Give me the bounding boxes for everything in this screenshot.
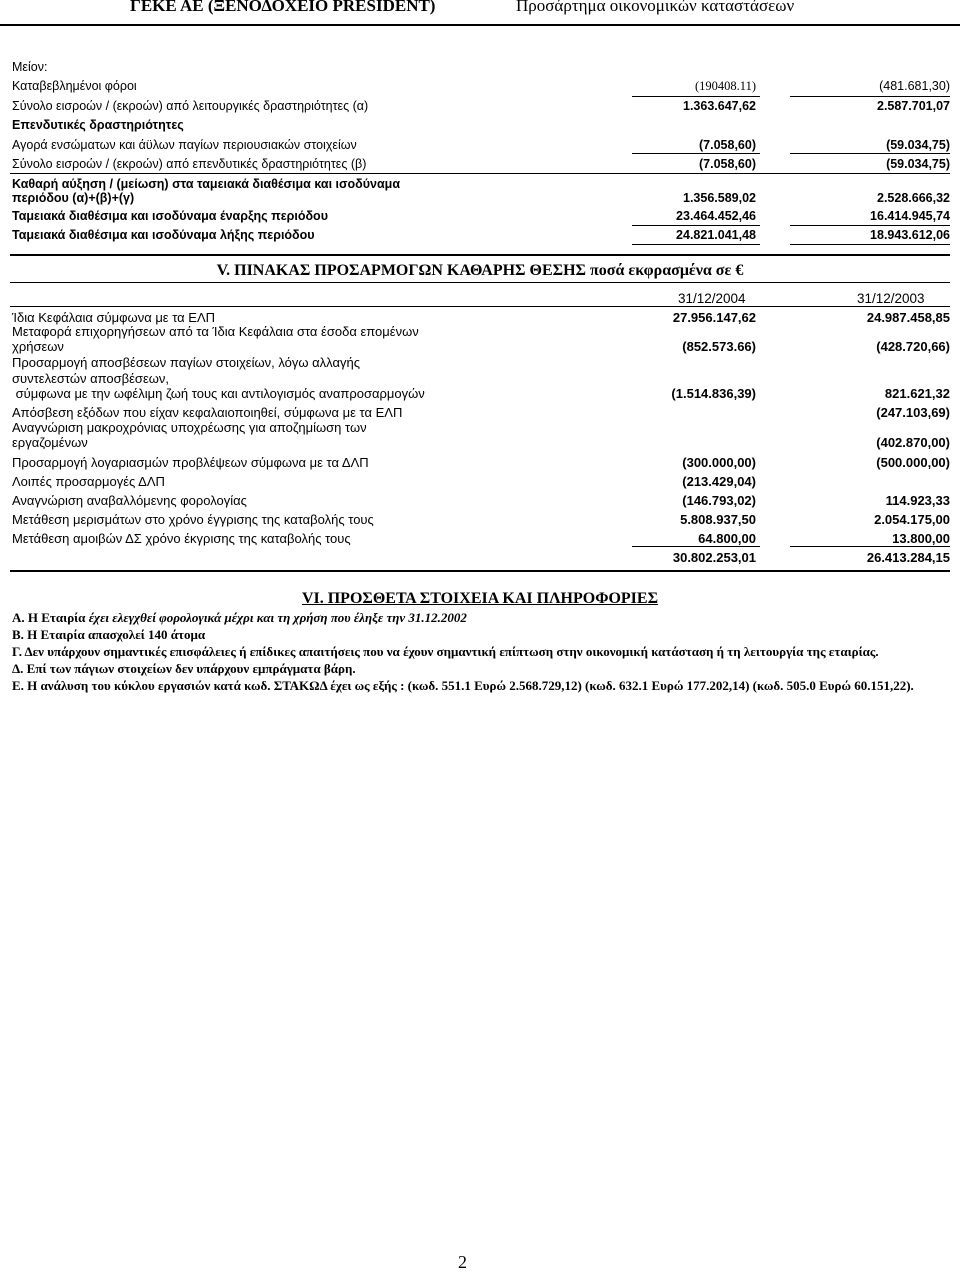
value-2004: (852.573.66) (682, 339, 756, 354)
underline (790, 244, 950, 245)
section-vi-title-text: VI. ΠΡΟΣΘΕΤΑ ΣΤΟΙΧΕΙΑ ΚΑΙ ΠΛΗΡΟΦΟΡΙΕΣ (301, 590, 659, 607)
value-2003: (59.034,75) (886, 157, 950, 171)
underline (790, 96, 950, 97)
less-label-row (12, 60, 950, 78)
section-v-title (0, 262, 960, 280)
section-v-title-text: V. ΠΙΝΑΚΑΣ ΠΡΟΣΑΡΜΟΓΩΝ ΚΑΘΑΡΗΣ ΘΕΣΗΣ ποσά εκφρασμένα σε € (216, 262, 744, 279)
page-number: 2 (458, 1252, 467, 1272)
value-2003: (59.034,75) (886, 138, 950, 152)
column-header-2004: 31/12/2004 (678, 291, 746, 306)
value-2003: 18.943.612,06 (870, 228, 950, 242)
section-vi-title (0, 590, 960, 608)
value-2004: 5.808.937,50 (680, 512, 756, 527)
note-a-text: έχει ελεγχθεί φορολογικά μέχρι και τη χρήση που έληξε την 31.12.2002 (88, 610, 467, 625)
additional-notes (12, 609, 948, 694)
page-header (0, 0, 960, 22)
underline (790, 153, 950, 154)
row-label: Σύνολο εισροών / (εκροών) από επενδυτικές δραστηριότητες (β) (12, 157, 367, 171)
total-row (12, 550, 950, 568)
note-a (12, 609, 948, 626)
total-2004: 30.802.253,01 (672, 550, 756, 565)
value-2003: (428.720,66) (876, 339, 950, 354)
value-2003: 2.054.175,00 (874, 512, 950, 527)
underline (790, 225, 950, 226)
row-label: Αγορά ενσώματων και άϋλων παγίων περιουσιακών στοιχείων (12, 138, 357, 152)
row-label: Καταβεβλημένοι φόροι (12, 79, 137, 93)
underline (632, 225, 760, 226)
row-label: Προσαρμογή λογαριασμών προβλέψεων σύμφωνα με τα ΔΛΠ (12, 455, 369, 470)
row-label-cont: περιόδου (α)+(β)+(γ) (12, 191, 135, 205)
note-c: Γ. Δεν υπάρχουν σημαντικές επισφάλειες ή επίδικες απαιτήσεις που να έχουν σημαντική επίπτωση στην οικονομική κατάσταση ή τη λειτουργία της εταιρίας. (12, 644, 879, 659)
underline (632, 153, 760, 154)
section-rule (10, 254, 950, 256)
value-2003: 821.621,32 (884, 386, 950, 401)
value-2003: 13.800,00 (892, 531, 950, 546)
table-row (12, 99, 950, 117)
row-label: Αναγνώριση μακροχρόνιας υποχρέωσης για αποζημίωση των (12, 420, 367, 435)
row-label: Σύνολο εισροών / (εκροών) από λειτουργικές δραστηριότητες (α) (12, 99, 369, 113)
company-name: ΓΕΚΕ ΑΕ (ΞΕΝΟΔΟΧΕΙΟ PRESIDENT) (130, 0, 436, 15)
row-label: Λοιπές προσαρμογές ΔΛΠ (12, 474, 165, 489)
divider (10, 173, 950, 174)
value-2003: (500.000,00) (876, 455, 950, 470)
row-label-cont: σύμφωνα με την ωφέλιμη ζωή τους και αντιλογισμός αναπροσαρμογών (12, 386, 425, 401)
value-2004: (213.429,04) (682, 474, 756, 489)
value-2003: 2.587.701,07 (877, 99, 950, 113)
section-rule (10, 570, 950, 572)
row-label: Μετάθεση αμοιβών ΔΣ χρόνο έκγρισης της καταβολής τους (12, 531, 351, 546)
row-label: Καθαρή αύξηση / (μείωση) στα ταμειακά διαθέσιμα και ισοδύναμα (12, 177, 401, 191)
row-label: Μετάθεση μερισμάτων στο χρόνο έγγρισης της καταβολής τους (12, 512, 374, 527)
value-2003: (481.681,30) (879, 79, 950, 93)
header-rule (0, 24, 960, 26)
value-2004: 1.356.589,02 (683, 191, 756, 205)
note-a-prefix: Α. Η Εταιρία (12, 610, 89, 625)
row-label: Ίδια Κεφάλαια σύμφωνα με τα ΕΛΠ (12, 310, 216, 325)
table-row (12, 455, 950, 473)
note-d: Δ. Επί των πάγιων στοιχείων δεν υπάρχουν εμπράγματα βάρη. (12, 661, 356, 676)
row-label: Ταμειακά διαθέσιμα και ισοδύναμα έναρξης περιόδου (12, 209, 328, 223)
value-2003: 2.528.666,32 (877, 191, 950, 205)
table-row (12, 386, 950, 404)
row-label-cont: συντελεστών αποσβέσεων, (12, 371, 170, 386)
section-heading: Επενδυτικές δραστηριότητες (12, 118, 184, 132)
table-row (12, 191, 950, 209)
row-label: Μεταφορά επιχορηγήσεων από τα Ίδια Κεφάλαια στα έσοδα επομένων (12, 324, 419, 339)
column-header-2003: 31/12/2003 (857, 291, 925, 306)
table-row (12, 79, 950, 97)
divider (10, 282, 950, 283)
row-label-cont: εργαζομένων (12, 435, 88, 450)
value-2004: 23.464.452,46 (676, 209, 756, 223)
table-row (12, 435, 950, 453)
value-2004: 27.956.147,62 (672, 310, 756, 325)
underline (632, 96, 760, 97)
value-2004: (300.000,00) (682, 455, 756, 470)
value-2003: 24.987.458,85 (866, 310, 950, 325)
note-b: Β. Η Εταιρία απασχολεί 140 άτομα (12, 627, 206, 642)
row-label: Ταμειακά διαθέσιμα και ισοδύναμα λήξης περιόδου (12, 228, 315, 242)
table-row (12, 512, 950, 530)
divider (10, 306, 950, 307)
value-2004: (190408.11) (695, 79, 756, 93)
less-label: Μείον: (12, 60, 48, 74)
row-label-cont: χρήσεων (12, 339, 64, 354)
row-label: Αναγνώριση αναβαλλόμενης φορολογίας (12, 493, 247, 508)
value-2004: (7.058,60) (699, 157, 756, 171)
value-2004: (146.793,02) (682, 493, 756, 508)
table-row (12, 474, 950, 492)
value-2004: (7.058,60) (699, 138, 756, 152)
row-label: Απόσβεση εξόδων που είχαν κεφαλαιοποιηθεί, σύμφωνα με τα ΕΛΠ (12, 405, 403, 420)
value-2003: (247.103,69) (876, 405, 950, 420)
table-row (12, 118, 950, 136)
value-2003: (402.870,00) (876, 435, 950, 450)
value-2003: 114.923,33 (885, 493, 950, 508)
underline (632, 546, 760, 547)
value-2004: 64.800,00 (698, 531, 756, 546)
value-2004: (1.514.836,39) (671, 386, 756, 401)
underline (632, 244, 760, 245)
document-subtitle: Προσάρτημα οικονομικών καταστάσεων (516, 0, 795, 15)
value-2003: 16.414.945,74 (870, 209, 950, 223)
underline (790, 546, 950, 547)
total-2003: 26.413.284,15 (866, 550, 950, 565)
note-e: Ε. Η ανάλυση του κύκλου εργασιών κατά κωδ. ΣΤΑΚΩΔ έχει ως εξής : (κωδ. 551.1 Ευρώ 2.568.729,12) (κωδ. 632.1 Ευρώ 177.202,14) (κωδ. 505.0 Ευρώ 60.151,22). (12, 678, 914, 693)
value-2004: 24.821.041,48 (676, 228, 756, 242)
value-2004: 1.363.647,62 (683, 99, 756, 113)
row-label: Προσαρμογή αποσβέσεων παγίων στοιχείων, λόγω αλλαγής (12, 355, 360, 370)
table-row (12, 493, 950, 511)
